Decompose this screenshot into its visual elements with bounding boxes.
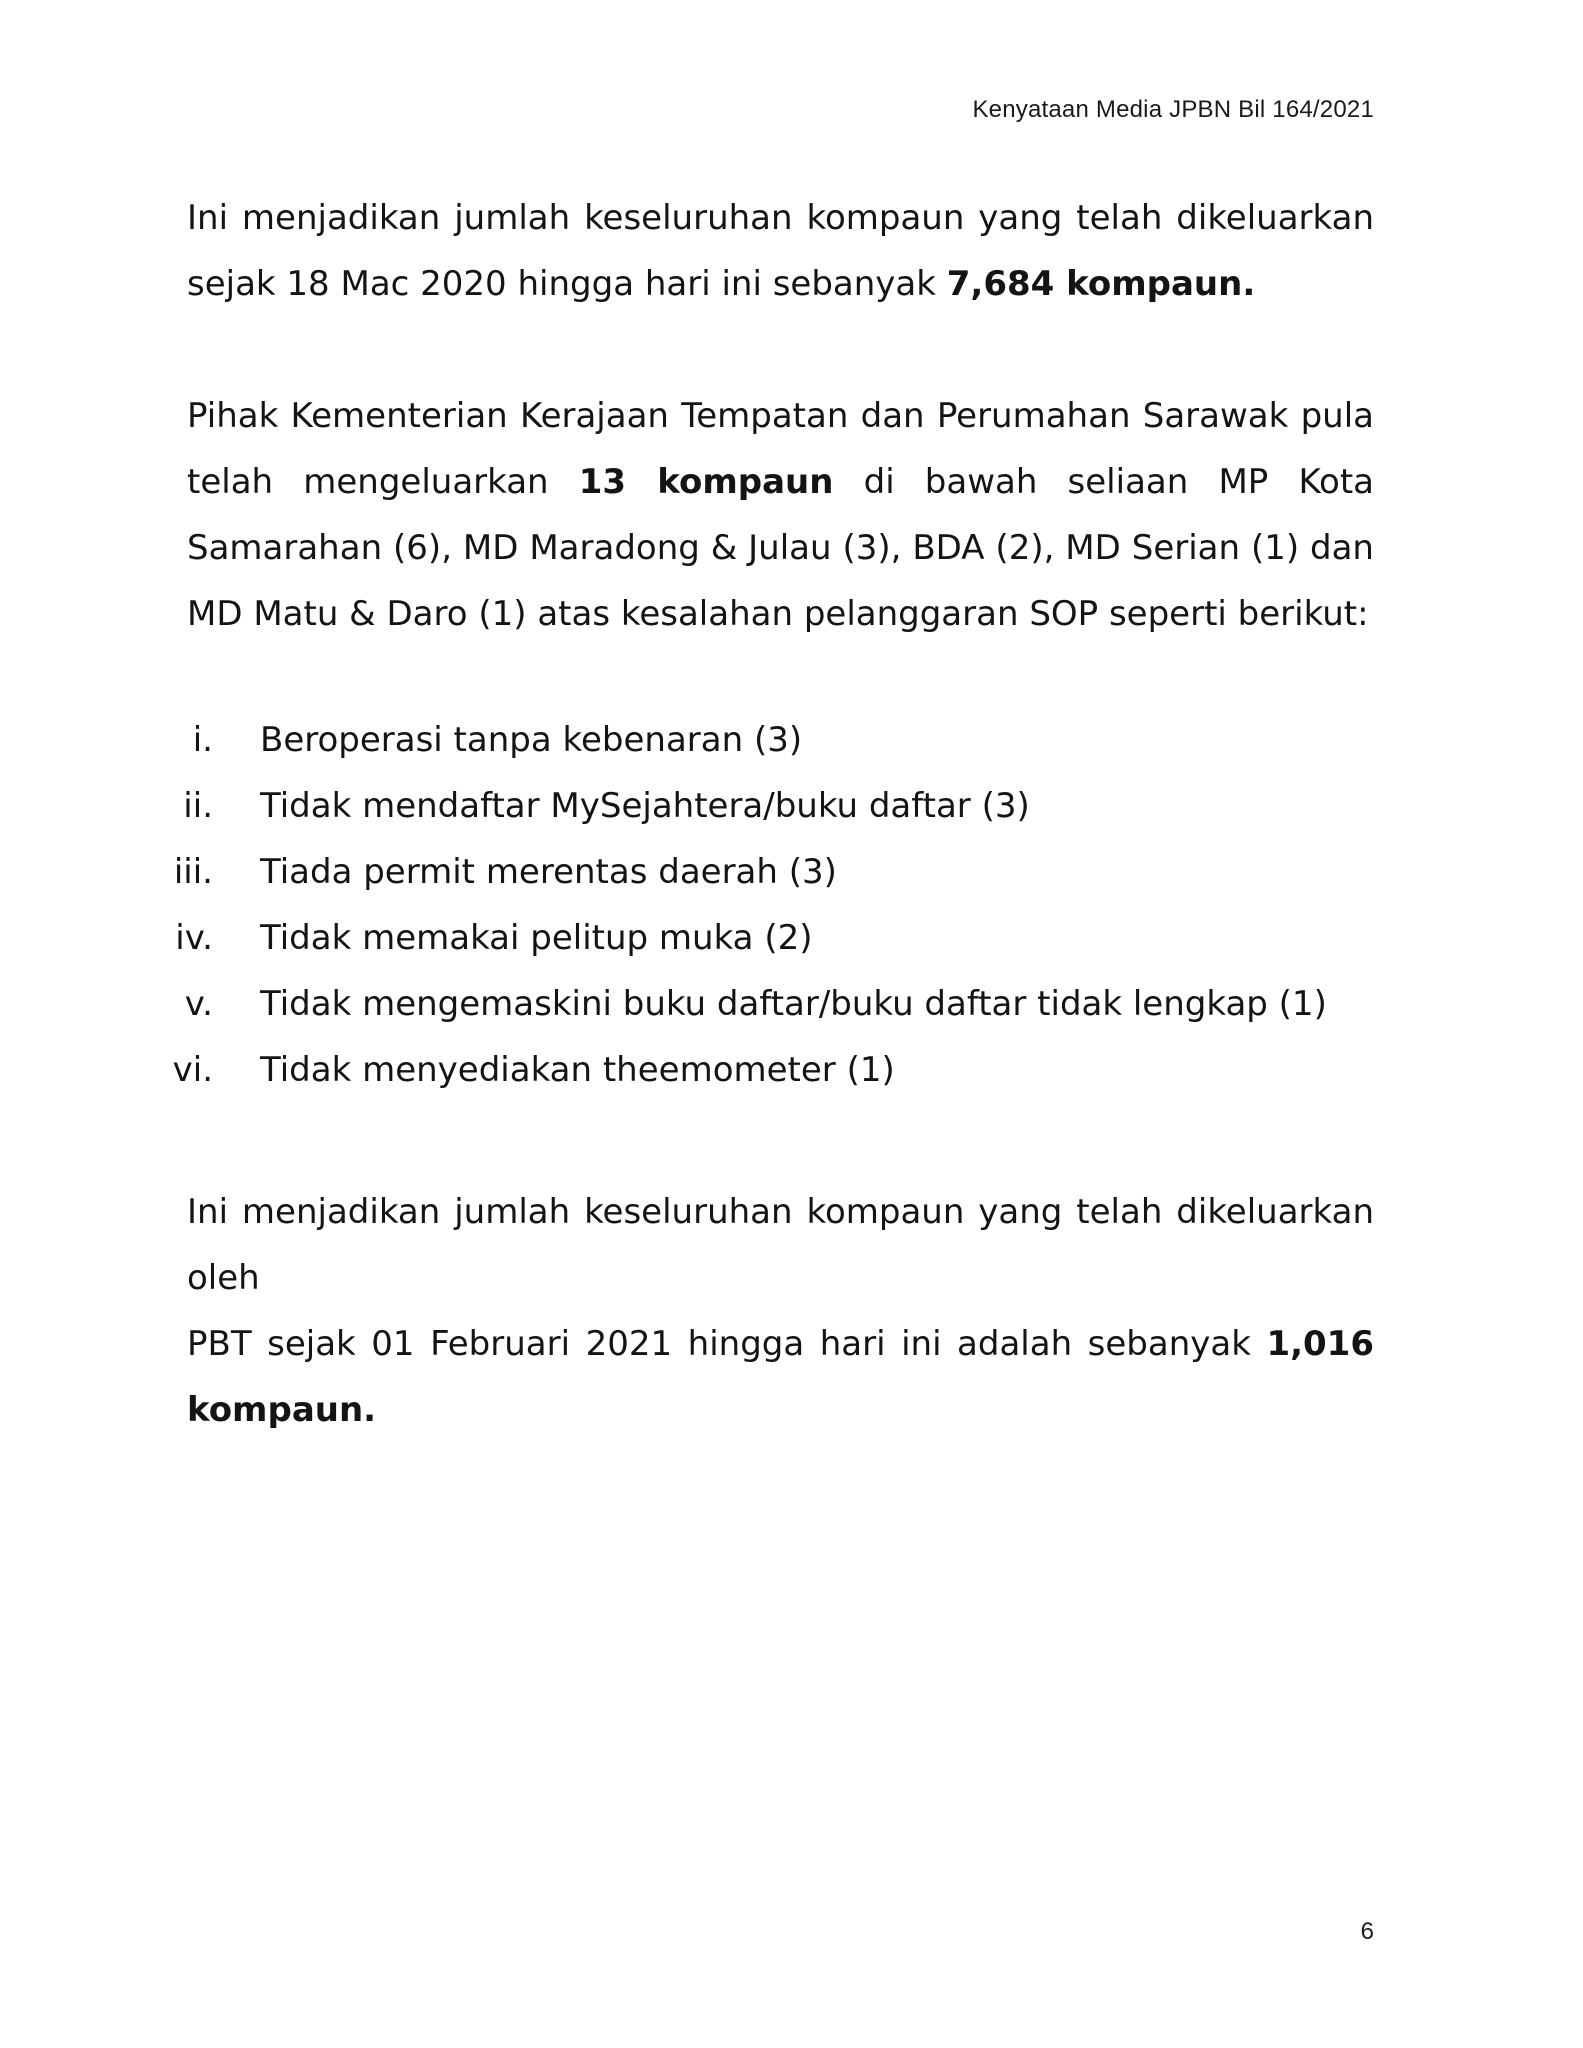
document-body xyxy=(172,185,1375,1443)
list-item-text: Tidak memakai pelitup muka (2) xyxy=(260,918,813,958)
list-item xyxy=(173,839,1374,905)
paragraph-pbt-compounds xyxy=(187,1179,1374,1443)
list-item-text: Beroperasi tanpa kebenaran (3) xyxy=(260,720,803,760)
list-item-text: Tidak mendaftar MySejahtera/buku daftar (3) xyxy=(260,786,1030,826)
list-numeral: iv. xyxy=(175,918,213,958)
paragraph-text: di bawah seliaan MP Kota Samarahan (6), MD Maradong & Julau (3), BDA (2), MD Serian (1) dan MD Matu & Daro (1) atas kesalahan pelanggaran SOP seperti berikut: xyxy=(187,462,1375,634)
list-numeral: i. xyxy=(192,720,213,760)
list-item xyxy=(187,707,1374,773)
paragraph-total-compounds xyxy=(187,185,1374,317)
list-item-text: Tidak mengemaskini buku daftar/buku daftar tidak lengkap (1) xyxy=(260,984,1327,1024)
paragraph-line: Ini menjadikan jumlah keseluruhan kompaun yang telah dikeluarkan oleh xyxy=(187,1192,1374,1298)
paragraph-text: PBT sejak 01 Februari 2021 hingga hari ini adalah sebanyak xyxy=(187,1324,1267,1364)
paragraph-ministry-compounds xyxy=(187,383,1374,647)
list-item xyxy=(175,905,1374,971)
list-numeral: iii. xyxy=(173,852,213,892)
list-item-text: Tiada permit merentas daerah (3) xyxy=(260,852,837,892)
pbt-compounds-value: 1,016 xyxy=(1266,1324,1374,1364)
list-numeral: v. xyxy=(184,984,213,1024)
list-item xyxy=(183,773,1374,839)
page-number: 6 xyxy=(1360,1918,1374,1945)
list-item-text: Tidak menyediakan theemometer (1) xyxy=(260,1050,895,1090)
paragraph-text: Pihak Kementerian Kerajaan Tempatan dan Perumahan Sarawak pula telah mengeluarkan xyxy=(187,396,1374,502)
total-compounds-value: 7,684 kompaun. xyxy=(946,264,1256,304)
pbt-compounds-unit: kompaun. xyxy=(187,1390,377,1430)
list-numeral: ii. xyxy=(183,786,213,826)
ministry-compounds-value: 13 kompaun xyxy=(578,462,834,502)
list-item xyxy=(172,1037,1374,1103)
list-item xyxy=(184,971,1374,1037)
list-numeral: vi. xyxy=(172,1050,213,1090)
paragraph-text: Ini menjadikan jumlah keseluruhan kompaun yang telah dikeluarkan sejak 18 Mac 2020 hingga hari ini sebanyak xyxy=(187,198,1374,304)
paragraph-line xyxy=(187,1311,1374,1377)
document-reference: Kenyataan Media JPBN Bil 164/2021 xyxy=(972,96,1374,123)
sop-violations-list xyxy=(172,707,1374,1103)
